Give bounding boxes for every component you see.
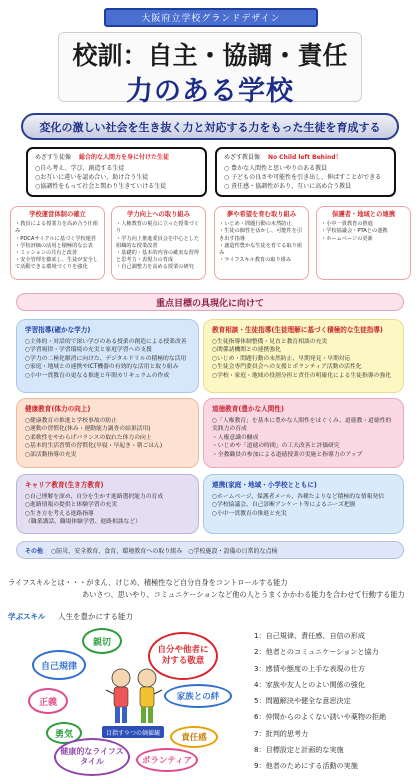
section-item: ○柔軟性をやわらげパランスの取れた体力の向上 xyxy=(25,434,152,441)
column-item: ・生徒の個性を活かし、可能性を引き出す指導 xyxy=(219,228,303,242)
column-item: ・小中一貫教育の推進 xyxy=(321,221,373,228)
skills-list-item: 7：批判的思考力 xyxy=(254,728,309,738)
section-item: ○いじめ・問題行動の未然防止、早期発見・早期対応 xyxy=(212,355,351,362)
other-banner xyxy=(16,541,404,559)
section-item: ○学力の二極化解消に向けた、デジタルドリルの積極的な活用 xyxy=(25,355,187,362)
section-item: ・全教職員の参加による道徳授業の実施と指導力のアップ xyxy=(212,451,363,458)
skills-list-item: 8：目標設定と計画的な実施 xyxy=(254,745,344,755)
value-family-bonds: 家族との絆 xyxy=(164,684,232,708)
value-kindness: 親切 xyxy=(82,628,122,654)
section-item: ○運動の習慣化(休み・運動能力調査の結果活用) xyxy=(25,426,151,433)
skills-list-item: 5：問題解決や健全な意思決定 xyxy=(254,696,351,706)
column-item: ・ライフスキル教育の取り組み xyxy=(219,257,292,264)
column-item: ・ホームページの更新 xyxy=(321,235,373,242)
skills-list-item: 3：感情や態度の上手な表現の仕方 xyxy=(254,663,365,673)
skills-list-item: 2：他者とのコミュニケーションと協力 xyxy=(254,647,379,657)
values-illustration xyxy=(28,628,236,776)
column-item: ・PDCAサイクルに基づく学校運営 xyxy=(15,235,97,242)
section-item: ○家庭・地域との連携やICT機器の有効的な活用と取り組み xyxy=(25,364,179,371)
column-item: ・自己調整力を高める授業の研究 xyxy=(116,264,194,271)
motto-block xyxy=(58,32,362,107)
column-item: ・学校協議会・PTAとの連携 xyxy=(321,228,388,235)
column-item: ・学力向上推進委員会を中心とした組織的な授業改善 xyxy=(116,235,200,249)
column-item: ・いじめ・問題行動の未然防止 xyxy=(219,221,292,228)
section-item: ○生き方を考える進路指導 xyxy=(25,510,94,517)
skills-list-item: 4：家族や友人とのよい関係の強化 xyxy=(254,679,365,689)
section-item: ○主体的・対話的で深い学びのある授業の創造による授業改善 xyxy=(25,338,187,345)
skills-list-item: 1：自己規律、責任感、自信の形成 xyxy=(254,631,365,640)
section-item: （職業講話、職場体験学習、進路相談など） xyxy=(25,519,141,526)
column-item: ・安全管理を徹底し、生徒が安全して活動できる環境づくりを強化 xyxy=(15,257,99,271)
value-responsibility: 責任感 xyxy=(170,726,218,748)
section-health xyxy=(16,398,199,468)
lifeskill-definition-line1: ライフスキルとは・・・がまん、けじめ、積極性など自分自身をコントロールする能力 xyxy=(8,578,288,587)
section-moral xyxy=(203,398,404,468)
column-title: 夢や希望を育む取り組み xyxy=(226,211,297,218)
ideal-student-box xyxy=(26,147,207,197)
section-item: ○「人権教育」を基本に豊かな人間性をはぐくみ、道徳教・道徳性的実践力の育成 xyxy=(212,417,392,433)
section-item: ○自己理解を深め、自分を生かす進路選択能力の育成 xyxy=(25,493,164,500)
section-item: ○進路情報の提供と体験学習の充実 xyxy=(25,502,118,509)
ideal-teacher-box xyxy=(215,147,396,197)
value-justice: 正義 xyxy=(28,688,68,714)
column-item: ・教員による授業力を高め合う仕組み xyxy=(15,221,99,235)
ideal-student-item: ○自ら考え、学び、創造する生徒 xyxy=(35,165,125,172)
section-title: キャリア教育(生き方教育) xyxy=(25,481,104,489)
column-management xyxy=(10,206,105,280)
column-item: ・人権教育の視点に立った授業づくり xyxy=(116,221,200,235)
section-title: 連携(家庭・地域・小学校とともに) xyxy=(212,481,317,489)
column-title: 保護者・地域との連携 xyxy=(332,211,395,218)
value-healthy-lifestyle: 健康的なライフスタイル xyxy=(54,738,130,776)
section-item: ○学習規律・学習環境の充実と家庭学習への支援 xyxy=(25,347,152,354)
section-title: 教育相談・生徒指導(生徒理解に基づく積極的な生徒指導) xyxy=(212,326,383,334)
school-motto: 校訓：自主・協調・責任 xyxy=(72,41,348,70)
ideal-teacher-heading xyxy=(224,153,387,162)
section-item: ・いじめや「道徳の時間」の工夫改善と評価研究 xyxy=(212,443,340,450)
nine-values-label: 目指す９つの価値観 xyxy=(102,726,164,738)
section-item: ○生徒会専門委員会への支援とボランティア活動の活性化 xyxy=(212,364,362,371)
ideal-student-item: ○協調性をもって社会と関わり生きていける生徒 xyxy=(35,183,167,190)
skills-list-item: 6：仲間からのよくない誘いや薬物の拒絶 xyxy=(254,712,387,722)
section-item: ○小中一貫教育の更なる推進と年間カリキュラムの作成 xyxy=(25,372,170,379)
school-vision: 力のある学校 xyxy=(126,76,294,107)
ideal-teacher-highlight: No Child left Behind！ xyxy=(267,154,342,161)
section-item: ○生徒指導体制整備・見直と教育相談の充実 xyxy=(212,338,328,345)
value-courage: 勇気 xyxy=(46,722,82,744)
skills-list xyxy=(254,628,386,775)
column-academic xyxy=(111,206,206,280)
other-text: ○防災、安全教育、食育、環境教育への取り組み ○学校施設・設備の日常的な点検 xyxy=(51,547,278,555)
ideal-student-item: ○お互いに違いを認め合い、助け合う生徒 xyxy=(35,174,149,181)
column-item: ・基礎的・基本的内容の確実な習得と思考力・表現力の育成 xyxy=(116,250,200,264)
section-item: ○基本的生活習慣の習慣化(早寝・早起き・朝ごはん) xyxy=(25,443,163,450)
column-item: ・ミッションの共有と改善 xyxy=(15,250,78,257)
column-title: 学力向上への取り組み xyxy=(127,211,190,218)
section-learning xyxy=(16,319,199,393)
section-guidance xyxy=(203,319,404,393)
value-respect: 自分や他者に対する敬意 xyxy=(148,632,218,680)
section-item: ○健康教育の推進と学校事故の防止 xyxy=(25,417,118,424)
column-item: ・学校評価の活用と積極的な公表 xyxy=(15,242,93,249)
lifeskill-definition-line2: あいさつ、思いやり、コミュニケーションなど他の人とうまくかかわる能力を合わせて行動する能力 xyxy=(82,590,405,599)
ideal-student-title: めざす生徒像 xyxy=(35,154,72,161)
value-self-discipline: 自己規律 xyxy=(32,650,86,680)
skills-subtitle: 人生を豊かにする能力 xyxy=(58,612,133,621)
column-title: 学校運営体制の確立 xyxy=(29,211,86,218)
skills-title: 学ぶスキル xyxy=(8,612,46,621)
section-title: 学習指導(確かな学力) xyxy=(25,326,91,334)
ideal-student-heading xyxy=(35,153,198,162)
column-dreams xyxy=(214,206,309,280)
column-item: ・創造性豊かな生徒を育てる取り組み xyxy=(219,242,303,257)
ideal-teacher-item: ○ 子どもの良さや可能性を引き出し、伸ばすことができる xyxy=(224,174,382,181)
skills-list-item: 9：他者のためにする活動の実施 xyxy=(254,761,358,771)
school-goal-banner: 変化の激しい社会を生き抜く力と対応する力をもった生徒を育成する xyxy=(21,113,399,140)
column-community xyxy=(316,206,411,280)
section-item: ○ホームページ、保護者メール、各種たよりなど積極的な情報発信 xyxy=(212,493,385,500)
ideal-teacher-item: ○ 豊かな人間性と思いやりのある教員 xyxy=(224,165,328,172)
ideal-student-highlight: 総合的な人間力を身に付けた生徒 xyxy=(78,154,169,161)
section-title: 道徳教育(豊かな人間性) xyxy=(212,405,284,413)
section-partnership xyxy=(203,474,404,534)
section-career xyxy=(16,474,199,534)
section-item: ○関係諸機関との連携強化 xyxy=(212,347,281,354)
section-item: ○小中一貫教育の推進と充実 xyxy=(212,510,287,517)
value-volunteer: ボランティア xyxy=(136,748,198,772)
other-label: その他 xyxy=(25,547,44,555)
header-banner: 大阪府立学校グランドデザイン xyxy=(104,8,318,27)
ideal-teacher-item: ○ 責任感・協調性があり、互いに高め合う教員 xyxy=(224,183,352,190)
section-item: ○部活動指導の充実 xyxy=(25,451,77,458)
section-item: ○学校協議会、自己診断アンケート等によるニーズ把握 xyxy=(212,502,356,509)
section-title: 健康教育(体力の向上) xyxy=(25,405,91,413)
section-item: ・人権意識の醸成 xyxy=(212,434,259,441)
section-item: ○学校・家庭・地域の役割分担と責任の明確化による生徒指導の強化 xyxy=(212,372,391,379)
focus-banner: 重点目標の具現化に向けて xyxy=(16,293,404,311)
ideal-teacher-title: めざす教員像 xyxy=(224,154,261,161)
